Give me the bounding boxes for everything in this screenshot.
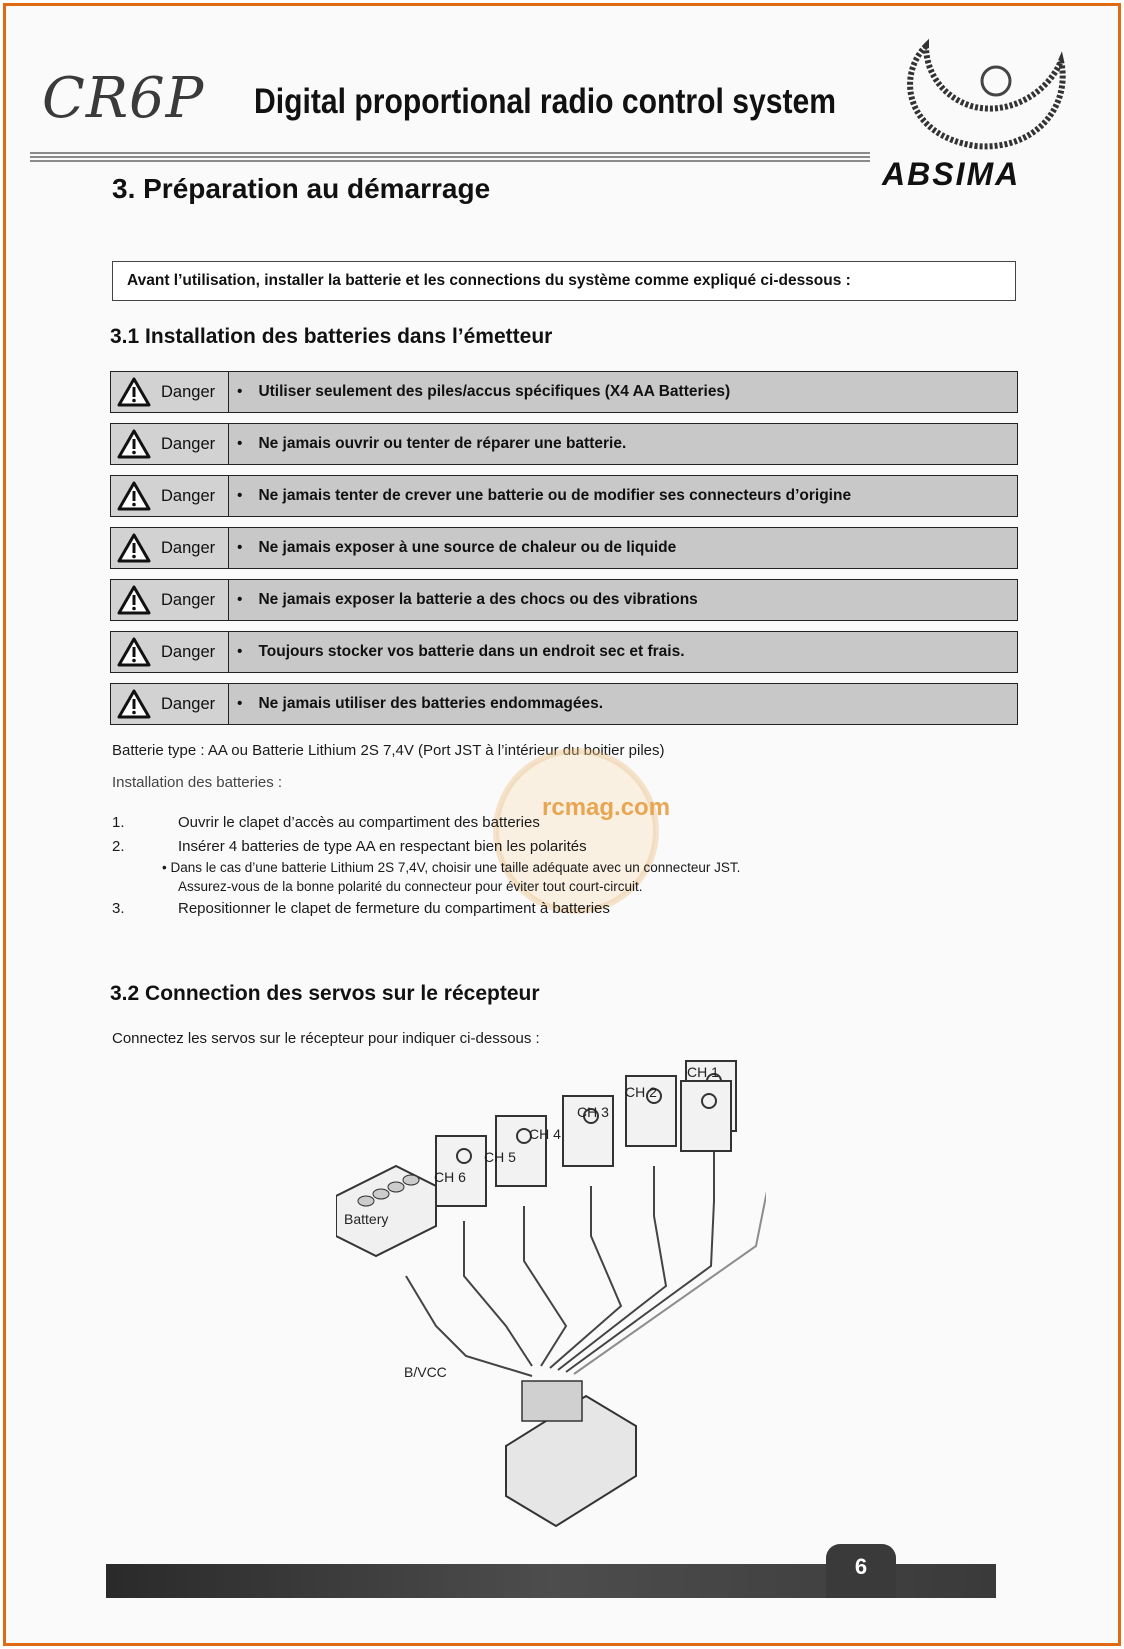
warning-triangle-icon xyxy=(117,377,151,407)
danger-row xyxy=(110,631,1018,673)
ch3-label: CH 3 xyxy=(577,1104,609,1120)
moon-emblem-icon xyxy=(886,36,1086,156)
danger-message: Ne jamais utiliser des batteries endommagées. xyxy=(258,695,604,712)
danger-message: Ne jamais exposer à une source de chaleur ou de liquide xyxy=(258,539,677,556)
lithium-note-line1: Dans le cas d’une batterie Lithium 2S 7,4V, choisir une taille adéquate avec un connecteur JST. xyxy=(170,860,741,875)
danger-label-cell xyxy=(111,476,229,516)
danger-label: Danger xyxy=(161,694,216,713)
list-item xyxy=(112,834,1012,858)
danger-message: Ne jamais ouvrir ou tenter de réparer une batterie. xyxy=(258,435,627,452)
page-number: 6 xyxy=(854,1554,868,1579)
step-number: 2. xyxy=(112,837,125,855)
lithium-note-line2: Assurez-vous de la bonne polarité du connecteur pour éviter tout court-circuit. xyxy=(178,879,643,894)
install-heading: Installation des batteries : xyxy=(112,774,283,791)
ch5-label: CH 5 xyxy=(484,1149,516,1165)
list-item xyxy=(112,810,1012,834)
danger-label: Danger xyxy=(161,538,216,557)
danger-label-cell xyxy=(111,632,229,672)
bvcc-label: B/VCC xyxy=(404,1364,447,1380)
step-number: 3. xyxy=(112,899,125,917)
warning-triangle-icon xyxy=(117,689,151,719)
battery-install-heading: 3.1 Installation des batteries dans l’émetteur xyxy=(110,325,553,348)
danger-label: Danger xyxy=(161,642,216,661)
danger-text: • Ne jamais exposer à une source de chaleur ou de liquide xyxy=(237,539,677,556)
cr6p-logo: CR6P xyxy=(42,66,205,131)
install-steps xyxy=(112,810,1012,920)
danger-row xyxy=(110,475,1018,517)
warning-triangle-icon xyxy=(117,585,151,615)
danger-message: Utiliser seulement des piles/accus spécifiques (X4 AA Batteries) xyxy=(258,383,731,400)
lithium-note: • Dans le cas d’une batterie Lithium 2S 7,4V, choisir une taille adéquate avec un connecteur JST. Assurez-vous de la bonne polarité du connecteur pour éviter tout court-circuit. xyxy=(112,858,1012,896)
step-text: Repositionner le clapet de fermeture du compartiment à batteries xyxy=(178,899,610,917)
danger-text: • Ne jamais tenter de crever une batterie ou de modifier ses connecteurs d’origine xyxy=(237,487,852,504)
intro-text: Avant l’utilisation, installer la batterie et les connections du système comme expliqué ci-dessous : xyxy=(127,272,851,289)
battery-type-text: Batterie type : AA ou Batterie Lithium 2S 7,4V (Port JST à l’intérieur du boitier piles) xyxy=(112,742,665,759)
servo-connection-heading: 3.2 Connection des servos sur le récepteur xyxy=(110,982,540,1005)
danger-text: • Ne jamais utiliser des batteries endommagées. xyxy=(237,695,604,712)
warning-triangle-icon xyxy=(117,429,151,459)
absima-brand: ABSIMA xyxy=(882,156,1021,192)
danger-label-cell xyxy=(111,372,229,412)
warning-triangle-icon xyxy=(117,637,151,667)
servo-intro-text: Connectez les servos sur le récepteur pour indiquer ci-dessous : xyxy=(112,1030,540,1047)
danger-label: Danger xyxy=(161,486,216,505)
danger-label: Danger xyxy=(161,434,216,453)
step-text: Ouvrir le clapet d’accès au compartiment des batteries xyxy=(178,813,540,831)
danger-row xyxy=(110,683,1018,725)
header-title: Digital proportional radio control system xyxy=(254,82,837,121)
receiver-icon xyxy=(506,1381,636,1526)
danger-text: • Ne jamais exposer la batterie a des chocs ou des vibrations xyxy=(237,591,698,608)
danger-label-cell xyxy=(111,424,229,464)
intro-box xyxy=(112,261,1016,301)
battery-label: Battery xyxy=(344,1211,389,1227)
danger-message: Ne jamais tenter de crever une batterie ou de modifier ses connecteurs d’origine xyxy=(258,487,852,504)
header-divider xyxy=(30,152,870,166)
ch4-label: CH 4 xyxy=(529,1126,561,1142)
danger-text: • Toujours stocker vos batterie dans un endroit sec et frais. xyxy=(237,643,685,660)
ch1-label: CH 1 xyxy=(687,1064,719,1080)
danger-row xyxy=(110,527,1018,569)
list-item xyxy=(112,896,1012,920)
danger-row xyxy=(110,579,1018,621)
ch2-label: CH 2 xyxy=(625,1084,657,1100)
danger-label-cell xyxy=(111,580,229,620)
danger-row xyxy=(110,371,1018,413)
danger-label-cell xyxy=(111,684,229,724)
step-text: Insérer 4 batteries de type AA en respectant bien les polarités xyxy=(178,837,587,855)
watermark-text: rcmag.com xyxy=(542,794,671,821)
servo-ch1-icon xyxy=(676,1076,746,1166)
page-title: 3. Préparation au démarrage xyxy=(112,173,491,204)
warning-triangle-icon xyxy=(117,533,151,563)
danger-message: Toujours stocker vos batterie dans un endroit sec et frais. xyxy=(258,643,685,660)
danger-text: • Utiliser seulement des piles/accus spécifiques (X4 AA Batteries) xyxy=(237,383,731,400)
danger-label-cell xyxy=(111,528,229,568)
danger-label: Danger xyxy=(161,590,216,609)
danger-row xyxy=(110,423,1018,465)
ch6-label: CH 6 xyxy=(434,1169,466,1185)
page-frame xyxy=(3,3,1121,1646)
danger-text: • Ne jamais ouvrir ou tenter de réparer une batterie. xyxy=(237,435,627,452)
step-number: 1. xyxy=(112,813,125,831)
warning-triangle-icon xyxy=(117,481,151,511)
danger-message: Ne jamais exposer la batterie a des chocs ou des vibrations xyxy=(258,591,698,608)
danger-list xyxy=(110,371,1018,735)
danger-label: Danger xyxy=(161,382,216,401)
